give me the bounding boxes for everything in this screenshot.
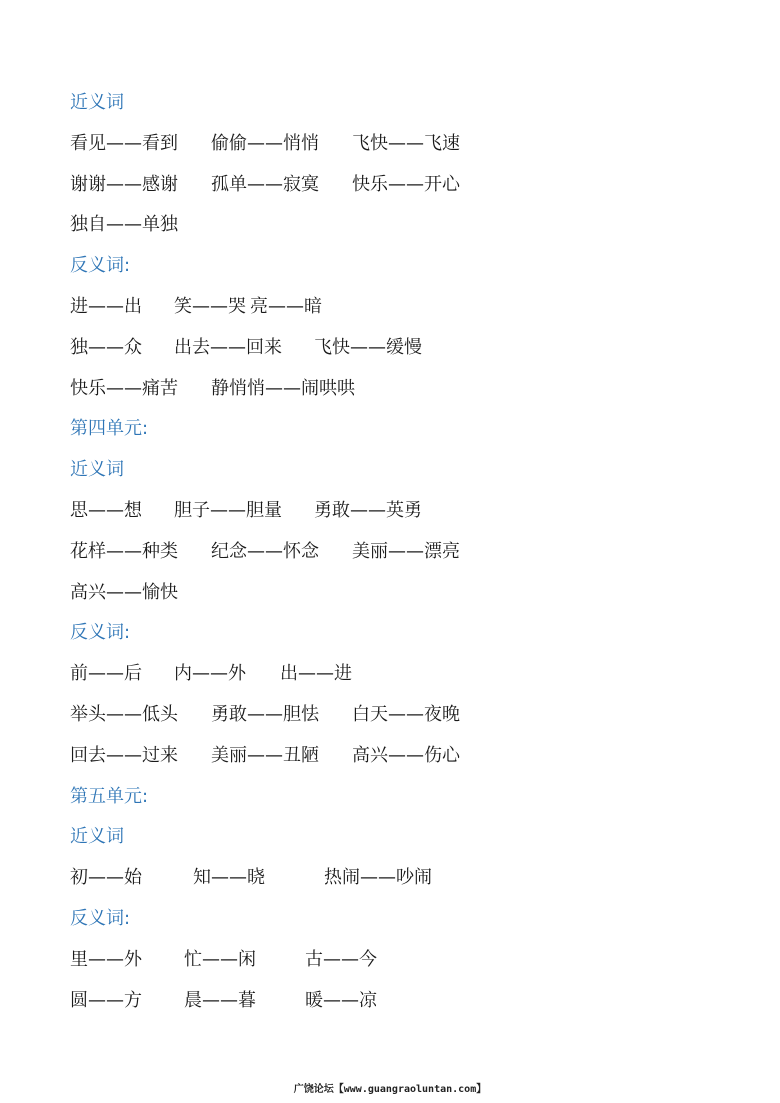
word-pair: 前——后: [70, 663, 142, 685]
word-row: [70, 287, 730, 328]
word-pair: 圆——方: [70, 989, 142, 1011]
word-pair: 出——进: [280, 663, 352, 685]
word-row: [70, 654, 730, 695]
section-heading: 反义词:: [70, 622, 131, 644]
word-pair: 进——出: [70, 295, 142, 317]
word-list-page: [70, 83, 730, 1021]
word-pair: 勇敢——胆怯: [211, 703, 319, 725]
word-pair: 谢谢——感谢: [70, 173, 178, 195]
word-pair: 晨——暮: [184, 989, 256, 1011]
page-footer: [0, 1080, 780, 1095]
word-pair: 偷偷——悄悄: [211, 132, 319, 154]
word-pair: 白天——夜晚: [352, 703, 460, 725]
word-row: [70, 981, 730, 1022]
word-pair: 看见——看到: [70, 132, 178, 154]
word-pair: 勇敢——英勇: [314, 499, 422, 521]
word-pair: 笑——哭: [174, 295, 246, 317]
word-pair: 回去——过来: [70, 744, 178, 766]
word-row: [70, 695, 730, 736]
word-pair: 美丽——丑陋: [211, 744, 319, 766]
word-pair: 独——众: [70, 336, 142, 358]
section-heading: 近义词: [70, 826, 124, 848]
word-pair: 高兴——伤心: [352, 744, 460, 766]
word-pair: 高兴——愉快: [70, 581, 178, 603]
word-row: [70, 532, 730, 573]
word-pair: 内——外: [174, 663, 246, 685]
word-pair: 初——始: [70, 867, 142, 889]
word-pair: 举头——低头: [70, 703, 178, 725]
word-pair: 静悄悄——闹哄哄: [211, 377, 355, 399]
section-heading: 反义词:: [70, 907, 131, 929]
section-heading: 近义词: [70, 92, 124, 113]
word-pair: 花样——种类: [70, 540, 178, 562]
footer-url: www.guangraoluntan.com: [343, 1084, 477, 1095]
word-pair: 快乐——痛苦: [70, 377, 178, 399]
word-row: [70, 491, 730, 532]
word-pair: 古——今: [305, 948, 377, 970]
word-pair: 热闹——吵闹: [324, 867, 432, 889]
word-pair: 里——外: [70, 948, 142, 970]
word-pair: 忙——闲: [184, 948, 256, 970]
word-row: [70, 858, 730, 899]
unit-heading: 第五单元:: [70, 785, 149, 807]
word-row: [70, 940, 730, 981]
word-pair: 快乐——开心: [352, 173, 460, 195]
word-pair: 美丽——漂亮: [352, 540, 460, 562]
word-pair: 暖——凉: [305, 989, 377, 1011]
word-row: [70, 205, 730, 246]
footer-bracket-close: 】: [476, 1084, 487, 1095]
unit-heading: 第四单元:: [70, 418, 149, 440]
section-heading: 反义词:: [70, 255, 131, 277]
word-pair: 知——晓: [193, 867, 265, 889]
word-pair: 纪念——怀念: [211, 540, 319, 562]
word-row: [70, 328, 730, 369]
word-pair: 思——想: [70, 499, 142, 521]
word-row: [70, 124, 730, 165]
word-pair: 胆子——胆量: [174, 499, 282, 521]
word-row: [70, 573, 730, 614]
word-pair: 飞快——缓慢: [314, 336, 422, 358]
section-heading: 近义词: [70, 459, 124, 481]
footer-bracket-open: 【: [333, 1084, 344, 1095]
word-row: [70, 736, 730, 777]
word-row: [70, 165, 730, 206]
word-pair: 出去——回来: [174, 336, 282, 358]
word-pair: 亮——暗: [250, 295, 322, 317]
word-pair: 独自——单独: [70, 214, 178, 236]
word-pair: 孤单——寂寞: [211, 173, 319, 195]
word-pair: 飞快——飞速: [352, 132, 460, 154]
footer-site-name: 广饶论坛: [293, 1084, 334, 1095]
word-row: [70, 369, 730, 410]
